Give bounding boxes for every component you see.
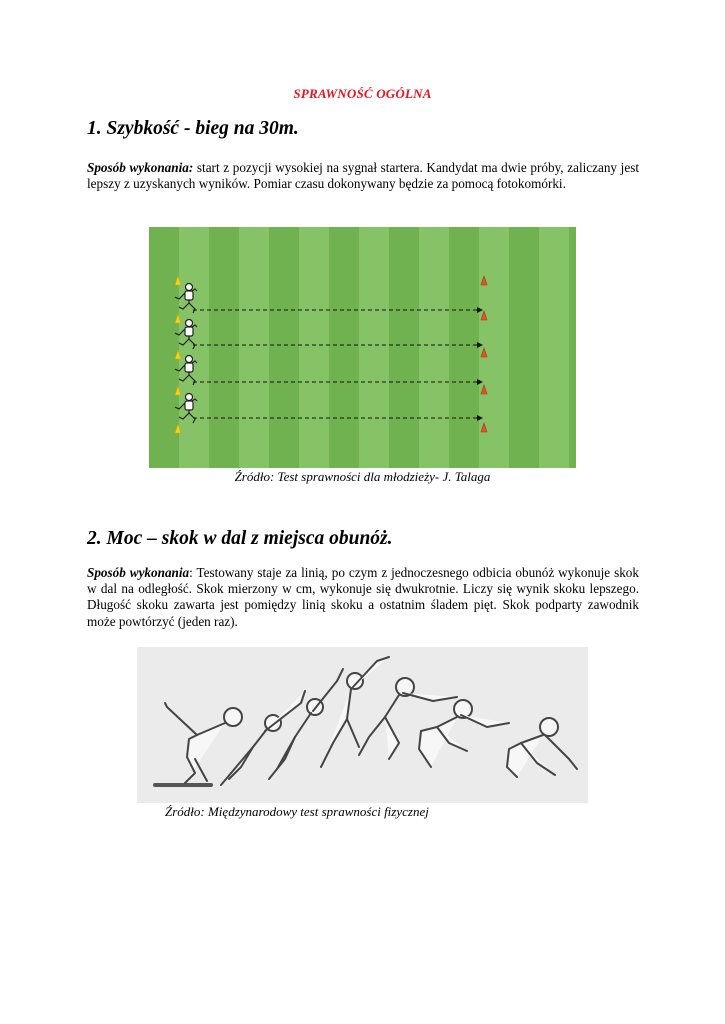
- section-1-description: [87, 160, 639, 192]
- section-2-title: 2. Moc – skok w dal z miejsca obunóż.: [87, 528, 393, 549]
- section-2-text: : Testowany staje za linią, po czym z jednoczesnego odbicia obunóż wykonuje skok w dal na odległość. Skok mierzony w cm, wykonuje się dwukrotnie. Liczy się wynik skoku lepszego. Długość skoku zawarta jest pomiędzy linią skoku a ostatnim śladem pięt. Skok podparty zawodnik może powtórzyć (jeden raz).: [87, 565, 639, 629]
- standing-long-jump-sequence: [137, 647, 588, 803]
- section-1-lead: Sposób wykonania:: [87, 160, 194, 175]
- section-2-caption: Źródło: Międzynarodowy test sprawności fizycznej: [165, 804, 429, 819]
- section-1-text: start z pozycji wysokiej na sygnał startera. Kandydat ma dwie próby, zaliczany jest lepszy z uzyskanych wyników. Pomiar czasu dokonywany będzie za pomocą fotokomórki.: [87, 160, 639, 192]
- section-2-description: [87, 565, 639, 630]
- section-1-title: 1. Szybkość - bieg na 30m.: [87, 118, 299, 139]
- page-header: SPRAWNOŚĆ OGÓLNA: [293, 86, 432, 101]
- section-1-caption: Źródło: Test sprawności dla młodzieży- J. Talaga: [234, 469, 491, 484]
- section-2-lead: Sposób wykonania: [87, 565, 190, 580]
- sprint-field-diagram: [149, 227, 576, 468]
